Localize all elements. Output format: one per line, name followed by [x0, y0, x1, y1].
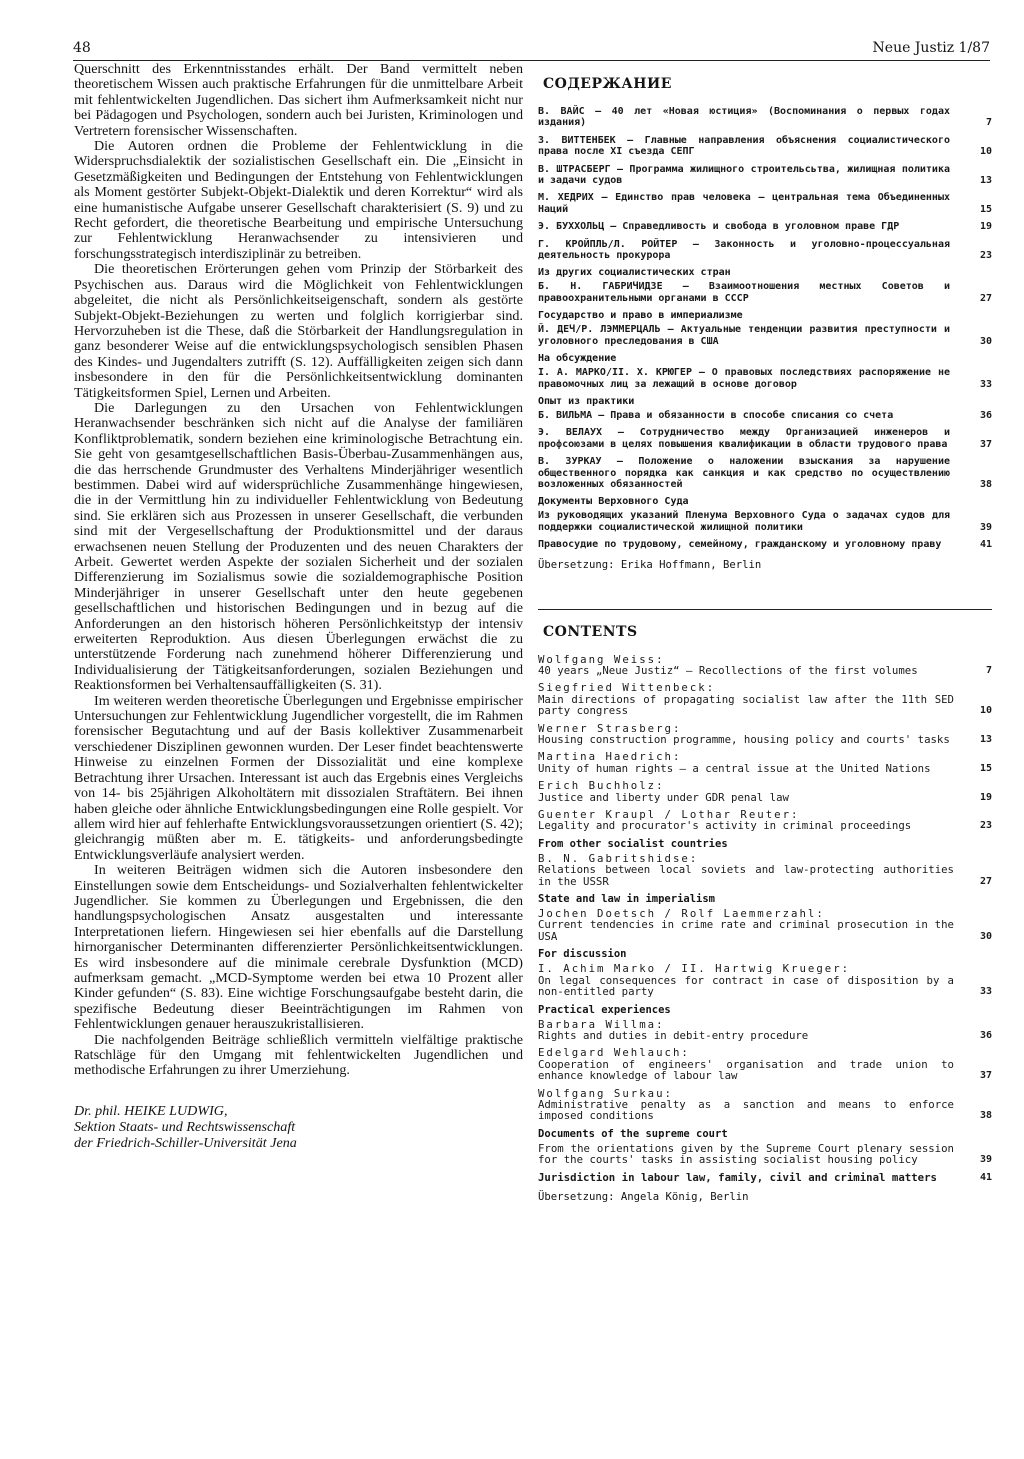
entry-text	[538, 239, 970, 262]
entry-title: В. ЗУРКАУ — Положение о наложении взыскания за нарушение общественного порядка как санкция и как средство по осуществлению возложенных обязанностей	[538, 456, 950, 490]
entry-title: Housing construction programme, housing policy and courts' tasks	[538, 733, 950, 746]
entry-title: Rights and duties in debit-entry procedure	[538, 1028, 809, 1042]
entry-text	[538, 367, 970, 390]
entry-title: Main directions of propagating socialist law after the 11th SED party congress	[538, 692, 954, 718]
entry-author: Guenter Kraupl / Lothar Reuter:	[538, 808, 800, 822]
entry-page-number: 30	[979, 930, 992, 942]
contents-entry[interactable]	[538, 221, 992, 232]
entry-title: Current tendencies in crime rate and criminal prosecution in the USA	[538, 918, 954, 943]
english-translator: Übersetzung: Angela König, Berlin	[538, 1190, 749, 1203]
entry-page-number: 36	[979, 409, 992, 421]
review-paragraph: Die nachfolgenden Beiträge schließlich vermitteln vielfältige praktische Ratschläge für den Umgang mit fehlentwickelten Jugendlichen und methodische Erfahrungen zu ihrer Umerziehung.	[74, 1031, 523, 1079]
entry-text	[538, 221, 970, 232]
entry-title: Э. ВЕЛАУХ — Сотрудничество между Организацией инженеров и профсоюзами в целях повышения квалификации в области трудового права	[538, 427, 950, 450]
entry-text	[538, 1143, 970, 1166]
contents-entry[interactable]	[538, 723, 992, 746]
entry-text	[538, 853, 970, 887]
entry-page-number: 27	[979, 875, 992, 887]
russian-translator: Übersetzung: Erika Hoffmann, Berlin	[538, 558, 762, 571]
entry-text	[538, 723, 970, 746]
entry-page-number: 15	[979, 203, 992, 215]
entry-title: Правосудие по трудовому, семейному, гражданскому и уголовному праву	[538, 539, 942, 551]
contents-entry[interactable]	[538, 239, 992, 262]
contents-section-heading: Документы Верховного Суда	[538, 496, 689, 508]
entry-author: Barbara Willma:	[538, 1017, 665, 1031]
review-signature	[74, 1103, 523, 1151]
entry-title: Jurisdiction in labour law, family, civil and criminal matters	[538, 1170, 937, 1184]
entry-author: Erich Buchholz:	[538, 779, 665, 793]
entry-author: Martina Haedrich:	[538, 750, 682, 764]
entry-page-number: 36	[979, 1029, 992, 1041]
entry-text	[538, 1088, 970, 1122]
entry-page-number: 38	[979, 1110, 992, 1122]
entry-author: B. N. Gabritshidse:	[538, 851, 699, 865]
entry-text	[538, 510, 970, 533]
entry-text	[538, 135, 970, 158]
review-paragraph: Die theoretischen Erörterungen gehen vom Prinzip der Störbarkeit des Psychischen aus. Daraus wird die Möglichkeit von Fehlentwicklungen abgeleitet, die nicht als Persönlichkeitseigenschaft, sondern als gestörte Subjekt-Objekt-Beziehungen zu werten und folglich korrigierbar sind. Hervorzuheben ist die These, daß die Störbarkeit der Handlungsregulation in ganz besonderer Weise auf die entwicklungspsychologisch sensiblen Phasen des Kindes- und Jugendalters zutrifft (S. 12). Auffälligkeiten zeigen sich dann insbesondere in den für die Persönlichkeitsentwicklung dominanten Tätigkeitsformen Spiel, Lernen und Arbeiten.	[74, 261, 523, 401]
contents-entry[interactable]	[538, 410, 992, 421]
contents-divider	[538, 609, 992, 610]
contents-section-heading: From other socialist countries	[538, 837, 728, 850]
entry-title: Э. БУХХОЛЬЦ — Справедливость и свобода в уголовном праве ГДР	[538, 221, 900, 233]
entry-title: Justice and liberty under GDR penal law	[538, 790, 789, 804]
entry-text	[538, 1172, 970, 1183]
contents-entry[interactable]	[538, 510, 992, 533]
author-affiliation: Sektion Staats- und Rechtswissenschaft	[74, 1118, 296, 1135]
contents-section-heading: Из других социалистических стран	[538, 267, 731, 279]
entry-author: Edelgard Wehlauch:	[538, 1046, 690, 1060]
contents-entry[interactable]	[538, 539, 992, 550]
entry-text	[538, 682, 970, 716]
contents-entry[interactable]	[538, 164, 992, 187]
page-number: 48	[73, 40, 91, 56]
author-name: Dr. phil. HEIKE LUDWIG,	[74, 1102, 228, 1119]
contents-column	[538, 62, 992, 1203]
entry-page-number: 37	[979, 438, 992, 450]
entry-text	[538, 1019, 970, 1042]
contents-entry[interactable]	[538, 324, 992, 347]
entry-page-number: 39	[979, 1154, 992, 1166]
entry-title: Из руководящих указаний Пленума Верховного Суда о задачах судов для поддержки социалистической жилищной политики	[538, 510, 950, 533]
contents-entry[interactable]	[538, 427, 992, 450]
entry-title: Б. Н. ГАБРИЧИДЗЕ — Взаимоотношения местных Советов и правоохранительными органами в СССР	[538, 281, 950, 304]
entry-page-number: 15	[979, 762, 992, 774]
entry-title: Relations between local soviets and law-protecting authorities in the USSR	[538, 863, 954, 888]
contents-section-heading: Documents of the supreme court	[538, 1127, 728, 1140]
entry-page-number: 10	[979, 705, 992, 717]
entry-text	[538, 539, 970, 550]
entry-text	[538, 654, 970, 677]
entry-page-number: 37	[979, 1070, 992, 1082]
contents-entry[interactable]	[538, 654, 992, 677]
contents-entry[interactable]	[538, 780, 992, 803]
review-paragraph: Querschnitt des Erkenntnisstandes erhält. Der Band vermittelt neben theoretischem Wissen auch praktische Erfahrungen für die unmittelbare Arbeit mit fehlentwickelten Jugendlichen. Das sichert ihm Aufmerksamkeit nicht nur bei Pädagogen und Psychologen, sondern auch bei Juristen, Kriminologen und Vertretern forensischer Wissenschaften.	[74, 61, 523, 139]
review-paragraph: Die Darlegungen zu den Ursachen von Fehlentwicklungen Heranwachsender beschränken sich nicht auf die Analyse der familiären Konfliktproblematik, sondern beziehen eine kriminologische Betrachtung ein. Sie geht von gesamtgesellschaftlichen Basis-Überbau-Zusammenhängen aus, die das herrschende Grundmuster des Verhaltens Minderjähriger wesentlich bestimmen. Dabei wird auf widersprüchliche Zusammenhänge hingewiesen, die in der Vermittlung hin zu individueller Fehlentwicklung von Bedeutung sind. Sie erklären sich aus Prozessen in unserer Gesellschaft, die verbunden sind mit der Vergesellschaftung der Produktionsmittel und der daraus erwachsenen neuen Stellung der Produzenten und des neuen Charakters der Arbeit. Gewertet werden Aspekte der sozialen Sicherheit und der sozialen Differenzierung im Sozialismus sowie die sozialdemographische Position Minderjähriger in unserer Gesellschaft unter den heute gegebenen gesellschaftlichen und historischen Bedingungen und in bezug auf die Anforderungen an den historisch höheren Persönlichkeitstyp der intensiv erweiterten Reproduktion. Aus diesen Überlegungen erwächst die zu unterstützende Forderung nach zunehmend höherer Differenzierung und Individualisierung der Tätigkeitsanforderungen, sozialen Beziehungen und Reaktionsformen bei Verhaltensauffälligkeiten (S. 31).	[74, 399, 523, 694]
entry-text	[538, 963, 970, 997]
contents-entry[interactable]	[538, 106, 992, 129]
contents-section-heading: Practical experiences	[538, 1003, 671, 1016]
contents-entry[interactable]	[538, 1047, 992, 1081]
contents-entry[interactable]	[538, 1143, 992, 1166]
entry-text	[538, 1047, 970, 1081]
entry-author: Wolfgang Surkau:	[538, 1086, 673, 1100]
entry-text	[538, 106, 970, 129]
entry-title: I. А. МАРКО/II. Х. КРЮГЕР — О правовых последствиях распоряжение не правомочных лиц за лежащий в основе договор	[538, 367, 950, 390]
entry-page-number: 10	[979, 146, 992, 158]
entry-page-number: 41	[979, 1171, 992, 1183]
contents-section-heading: State and law in imperialism	[538, 893, 716, 906]
entry-page-number: 7	[985, 117, 992, 129]
review-paragraph: Im weiteren werden theoretische Überlegungen und Ergebnisse empirischer Untersuchungen zur Fehlentwicklung Jugendlicher vorgestellt, die im Rahmen forensischer Begutachtung und auf der Basis kollektiver Zusammenarbeit verschiedener Disziplinen gewonnen wurden. Der Leser findet beachtenswerte Hinweise zu einzelnen Formen der Dissozialität und eine komplexe Betrachtung ihrer Ursachen. Interessant ist auch das Ergebnis eines Vergleichs von 14- bis 25jährigen Alkoholtätern mit dissozialen Straftätern. Bei ihnen haben gleiche oder ähnliche Entwicklungsbedingungen eine Rolle gespielt. Vor allem wird hier auf fehlerhafte Entwicklungsvoraussetzungen orientiert (S. 42); gleichrangig müßten aber m. E. tätigkeits- und anforderungsbedingte Entwicklungsverläufe analysiert werden.	[74, 692, 523, 863]
russian-contents-list	[538, 106, 992, 551]
entry-text	[538, 751, 970, 774]
contents-section-heading: Государство и право в империализме	[538, 310, 743, 322]
contents-entry[interactable]	[538, 456, 992, 490]
contents-section-heading: На обсуждение	[538, 353, 617, 365]
entry-page-number: 19	[979, 221, 992, 233]
contents-entry[interactable]	[538, 751, 992, 774]
entry-text	[538, 780, 970, 803]
entry-page-number: 38	[979, 478, 992, 490]
entry-page-number: 13	[979, 175, 992, 187]
entry-title: On legal consequences for contract in case of disposition by a non-entitled party	[538, 973, 954, 999]
entry-page-number: 27	[979, 292, 992, 304]
entry-page-number: 19	[979, 791, 992, 803]
contents-section-heading: For discussion	[538, 948, 627, 961]
contents-entry[interactable]	[538, 1019, 992, 1042]
entry-text	[538, 410, 970, 421]
entry-author: Jochen Doetsch / Rolf Laemmerzahl:	[538, 907, 825, 921]
entry-page-number: 33	[979, 986, 992, 998]
contents-entry[interactable]	[538, 135, 992, 158]
entry-author: I. Achim Marko / II. Hartwig Krueger:	[538, 962, 851, 976]
entry-text	[538, 192, 970, 215]
contents-entry[interactable]	[538, 1172, 992, 1183]
contents-entry[interactable]	[538, 281, 992, 304]
entry-text	[538, 324, 970, 347]
entry-page-number: 7	[985, 664, 992, 676]
entry-text	[538, 809, 970, 832]
review-paragraph: In weiteren Beiträgen widmen sich die Autoren insbesondere den Einstellungen sowie dem Entscheidungs- und Sozialverhalten fehlentwickelter Jugendlicher. Sie kommen zu Überlegungen und Ergebnissen, die den handlungspsychologischen Ansatz ausgestalten und interessante Interpretationen liefern. Hingewiesen sei hier ebenfalls auf die Darstellung hirnorganischer Determinanten differenzierter Persönlichkeitsentwicklungen. Es wird insbesondere auf die minimale cerebrale Dysfunktion (MCD) aufmerksam gemacht. „MCD-Symptome werden bei etwa 10 Prozent aller Kinder gefunden“ (S. 83). Eine wichtige Forschungsaufgabe besteht darin, die spezifische Bedeutung dieser Beeinträchtigungen im Rahmen von Fehlentwicklungen genauer herauszukristallisieren.	[74, 862, 523, 1033]
entry-title: З. ВИТТЕНБЕК — Главные направления объяснения социалистического права после XI съезда СЕПГ	[538, 134, 950, 158]
entry-text	[538, 908, 970, 942]
contents-entry[interactable]	[538, 908, 992, 942]
entry-text	[538, 427, 970, 450]
author-university: der Friedrich-Schiller-Universität Jena	[74, 1134, 297, 1151]
entry-page-number: 23	[979, 250, 992, 262]
entry-title: 40 years „Neue Justiz“ — Recollections of the first volumes	[538, 663, 918, 677]
entry-author: Werner Strasberg:	[538, 721, 682, 735]
contents-entry[interactable]	[538, 853, 992, 887]
contents-entry[interactable]	[538, 192, 992, 215]
entry-title: Г. КРОЙПЛЬ/Л. РОЙТЕР — Законность и уголовно-процессуальная деятельность прокурора	[538, 238, 950, 262]
entry-title: В. ШТРАСБЕРГ — Программа жилищного строительсьтва, жилищная политика и задачи судов	[538, 163, 950, 187]
entry-title: В. ВАЙС — 40 лет «Новая юстиция» (Воспоминания о первых годах издания)	[538, 106, 950, 129]
entry-text	[538, 456, 970, 490]
journal-issue: Neue Justiz 1/87	[872, 40, 990, 56]
entry-author: Siegfried Wittenbeck:	[538, 681, 716, 695]
entry-text	[538, 281, 970, 304]
english-contents-list	[538, 654, 992, 1183]
entry-page-number: 33	[979, 378, 992, 390]
entry-page-number: 41	[979, 539, 992, 551]
contents-entry[interactable]	[538, 367, 992, 390]
entry-page-number: 23	[979, 820, 992, 832]
entry-title: Administrative penalty as a sanction and means to enforce imposed conditions	[538, 1097, 954, 1123]
entry-title: М. ХЕДРИХ — Единство прав человека — центральная тема Объединенных Наций	[538, 192, 950, 215]
book-review-column	[74, 62, 523, 1151]
entry-text	[538, 164, 970, 187]
entry-author: Wolfgang Weiss:	[538, 652, 665, 666]
entry-page-number: 13	[979, 734, 992, 745]
entry-title: Й. ДЕЧ/Р. ЛЭММЕРЦАЛЬ — Актуальные тенденции развития преступности и уголовного преследования в США	[538, 324, 950, 347]
contents-entry[interactable]	[538, 682, 992, 716]
entry-title: Cooperation of engineers' organisation and trade union to enhance knowledge of labour law	[538, 1057, 954, 1083]
contents-entry[interactable]	[538, 963, 992, 997]
entry-title: Б. ВИЛЬМА — Права и обязанности в способе списания со счета	[538, 409, 894, 421]
contents-entry[interactable]	[538, 809, 992, 832]
english-contents-title: CONTENTS	[543, 623, 638, 640]
entry-page-number: 39	[979, 521, 992, 533]
contents-section-heading: Опыт из практики	[538, 395, 635, 407]
entry-page-number: 30	[979, 335, 992, 347]
entry-title: Unity of human rights — a central issue at the United Nations	[538, 761, 931, 775]
contents-entry[interactable]	[538, 1088, 992, 1122]
russian-contents-title: СОДЕРЖАНИЕ	[543, 76, 672, 92]
entry-title: Legality and procurator's activity in criminal proceedings	[538, 819, 912, 833]
entry-title: From the orientations given by the Supreme Court plenary session for the courts' tasks in assisting socialist housing policy	[538, 1141, 954, 1167]
review-paragraph: Die Autoren ordnen die Probleme der Fehlentwicklung in die Widerspruchsdialektik der sozialistischen Gesellschaft ein. Die „Einsicht in Gesetzmäßigkeiten und Bedingungen der Entstehung von Fehlentwicklungen als Moment gestörter Subjekt-Objekt-Dialektik und deren Korrektur“ wird als eine humanistische Aufgabe unserer Gesellschaft charakterisiert (S. 9) und zu Recht gefordert, die theoretische Bearbeitung und empirische Untersuchung zur Fehlentwicklung Heranwachsender zu intensivieren und forschungsstrategisch interdisziplinär zu betreiben.	[74, 138, 523, 262]
